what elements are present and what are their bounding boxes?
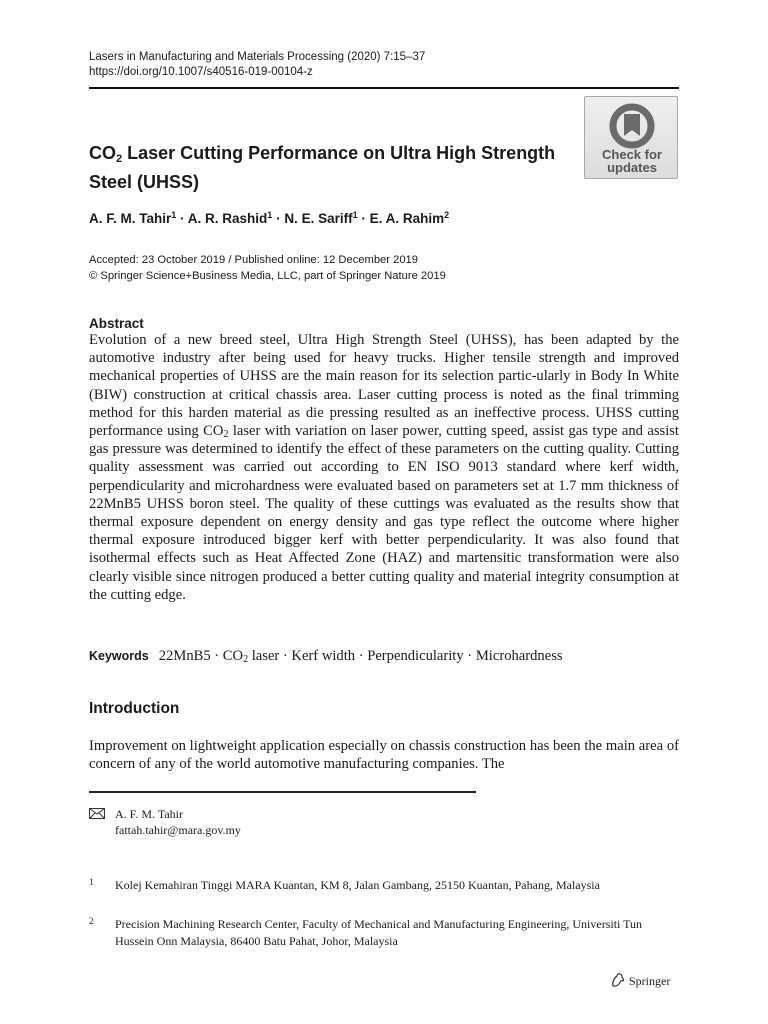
journal-header [89,50,425,80]
author-name[interactable]: A. R. Rashid [187,211,268,226]
introduction-heading: Introduction [89,700,180,717]
paper-title: $CO_2$ Laser Cutting Performance on Ultra High Strength Steel (UHSS) [89,143,556,192]
header-rule [89,87,679,89]
abstract-heading: Abstract [89,316,144,331]
publisher-name: Springer [629,974,671,988]
author-name[interactable]: E. A. Rahim [369,211,445,226]
corresponding-author-email[interactable]: fattah.tahir@mara.gov.my [115,823,241,837]
abstract-text: Evolution of a new breed steel, Ultra High Strength Steel (UHSS), has been adapted by the automotive industry after being used for heavy trucks. Higher tensile strength and improved mechanical properties of UHSS are the main reason for its selection partic-ularly in Body In White (BIW) construction at critical chassis area. Laser cutting process is noted as the final trimming method for this harden material as die pressing resulted as an ineffective process. UHSS cutting performance using $CO_2$ laser with variation on laser power, cutting speed, assist gas type and assist gas pressure was determined to identify the effect of these parameters on the cutting quality. Cutting quality assessment was carried out according to EN ISO 9013 standard where kerf width, perpendicularity and microhardness were evaluated based on parameters set at 1.7 mm thickness of 22MnB5 UHSS boron steel. The quality of these cuttings was evaluated as the results show that thermal exposure dependent on energy density and gas type reflect the outcome where higher thermal exposure introduced bigger kerf with better perpendicularity. It was also found that isothermal effects such as Heat Affected Zone (HAZ) and martensitic transformation were also clearly visible since nitrogen produced a better cutting quality and material integrity consumption at the cutting edge. [89,332,679,603]
doi-link[interactable]: https://doi.org/10.1007/s40516-019-00104-z [89,66,313,78]
bookmark-ring-icon [609,103,655,149]
accepted-published-dates: Accepted: 23 October 2019 / Published online: 12 December 2019 [89,254,419,266]
journal-citation: Lasers in Manufacturing and Materials Processing (2020) 7:15–37 [89,51,426,63]
author-list: A. F. M. Tahir$^1$ · A. R. Rashid$^1$ · N. E. Sariff$^1$ · E. A. Rahim$^2$ [89,210,450,226]
author-name[interactable]: A. F. M. Tahir [89,211,172,226]
check-for-updates-badge[interactable] [584,96,678,179]
keywords-label: Keywords [89,649,149,663]
keywords: Keywords $22MnB5 \cdot CO_2$ laser · Kerf width · Perpendicularity · Microhardness [89,648,563,665]
badge-label: Check for updates [602,147,662,175]
introduction-text: Improvement on lightweight application especially on chassis construction has been the main area of concern of any of the world automotive manufacturing companies. The [89,738,679,773]
envelope-icon [89,808,105,819]
footnote-rule [89,791,476,793]
publication-dates [89,252,446,284]
springer-horse-icon [610,972,626,988]
author-name[interactable]: N. E. Sariff [284,211,353,226]
springer-logo [610,972,670,989]
corresponding-author-name: A. F. M. Tahir [115,807,183,821]
copyright-notice: © Springer Science+Business Media, LLC, part of Springer Nature 2019 [89,270,446,282]
